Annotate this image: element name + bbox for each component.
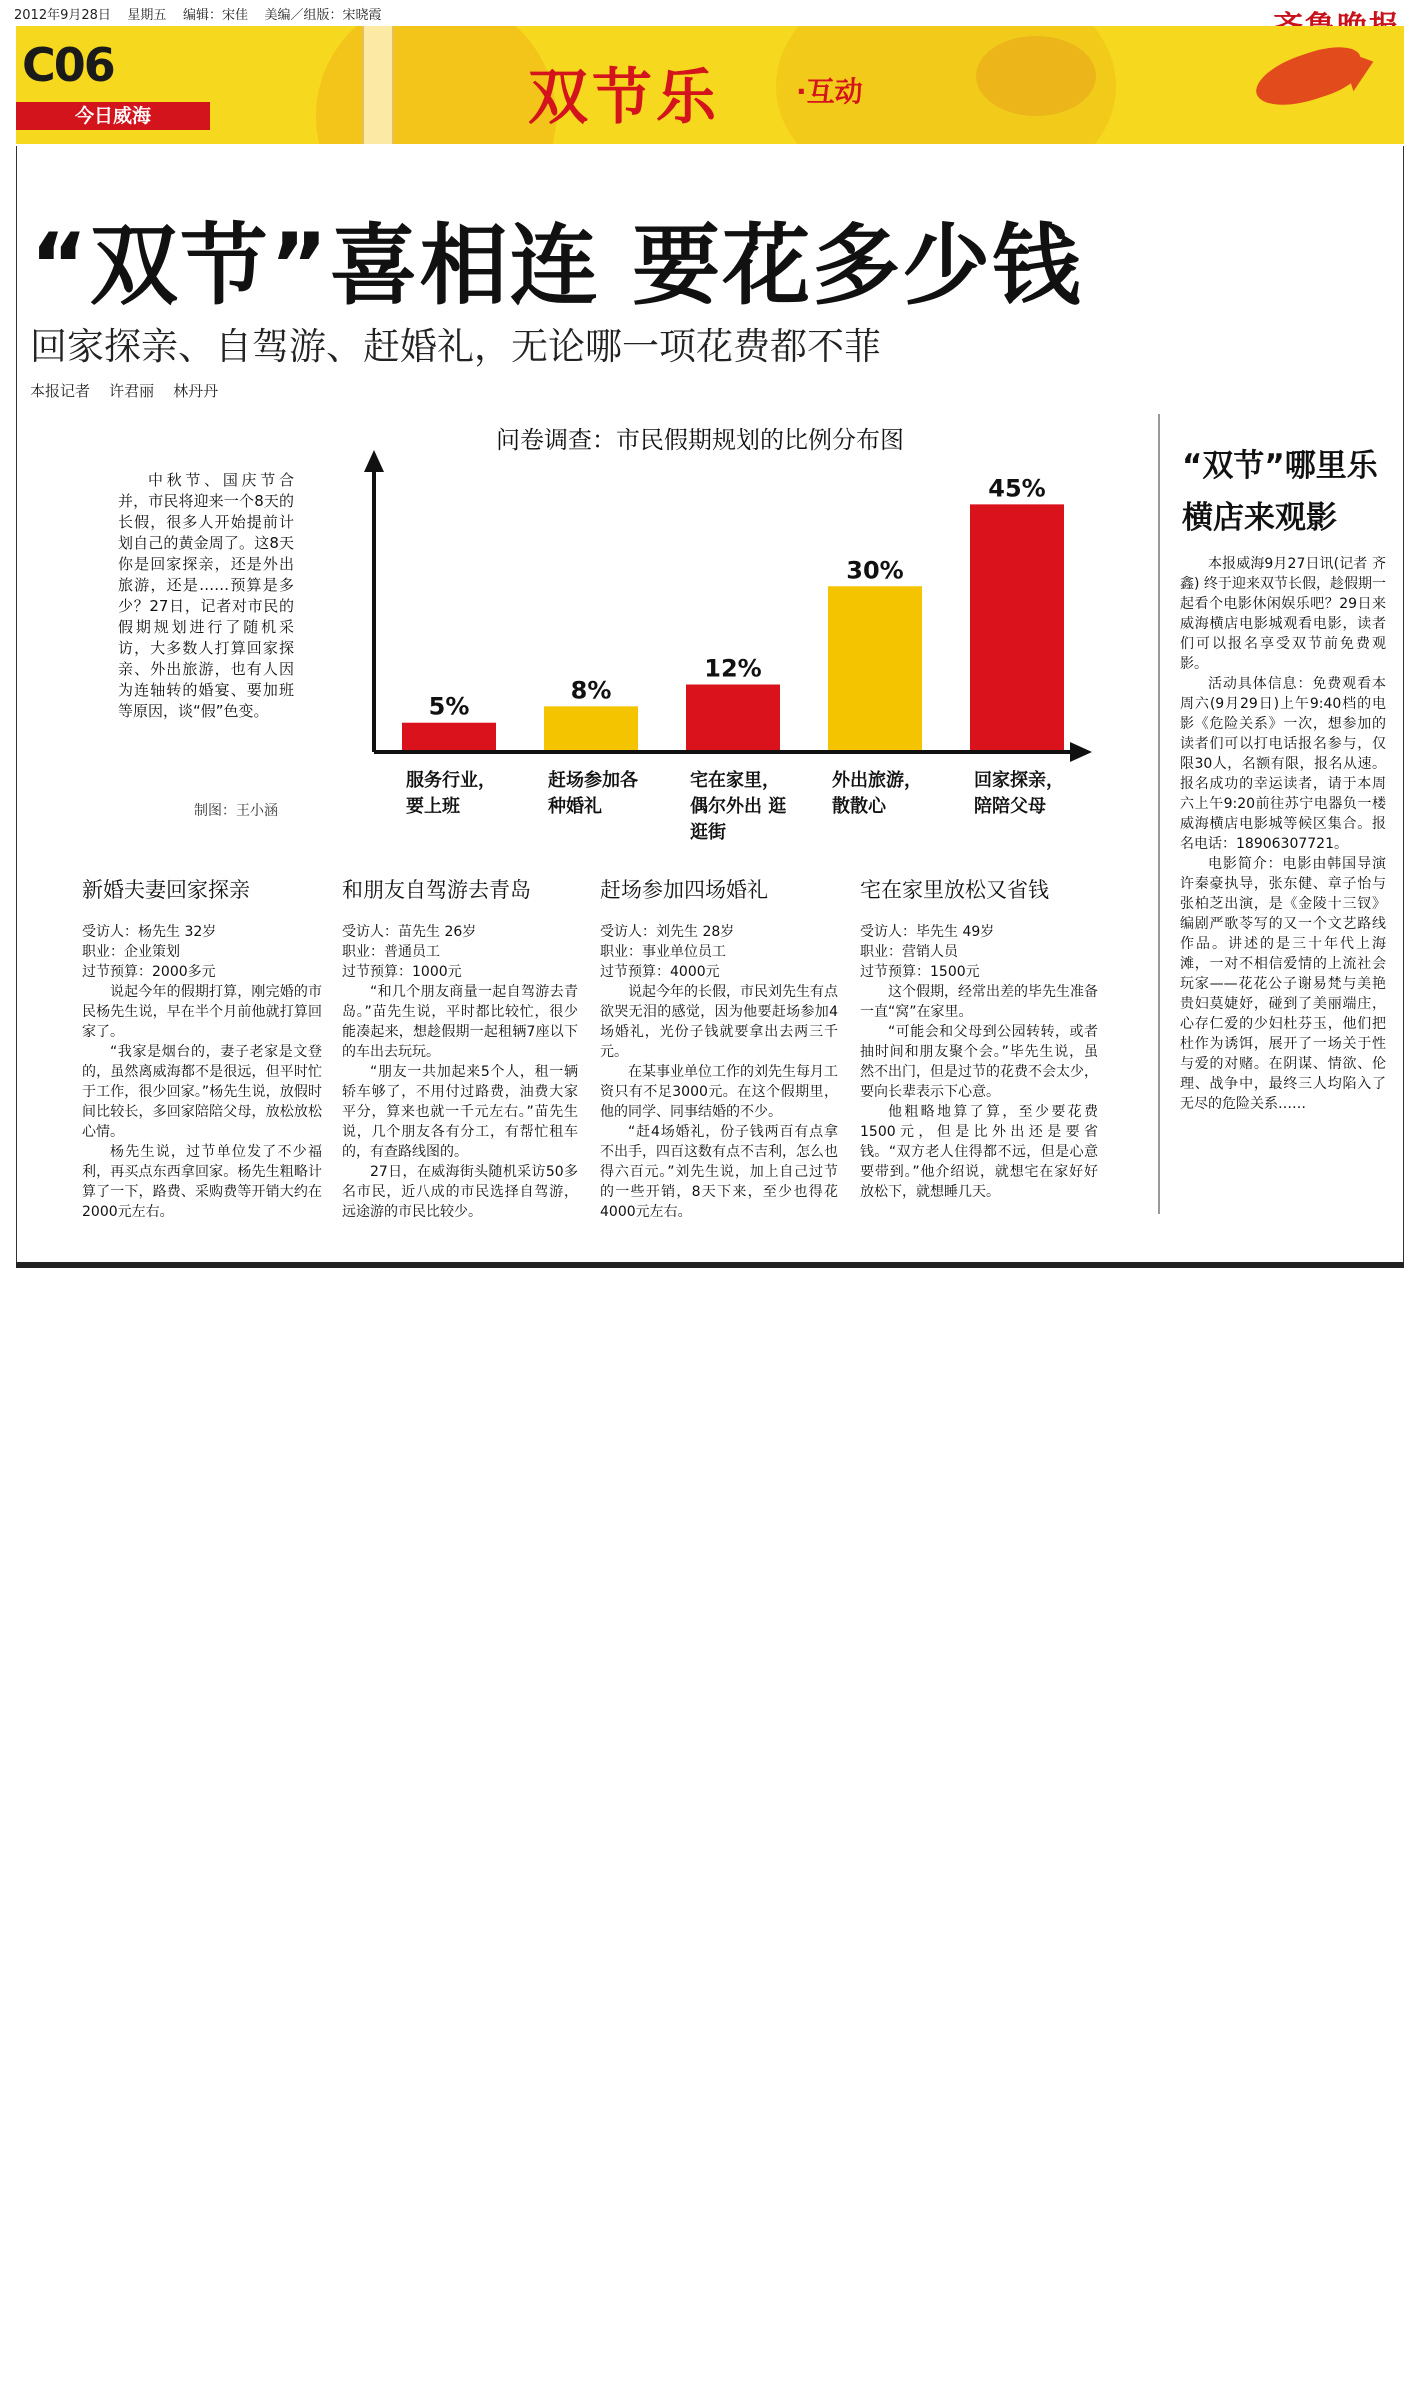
column-4	[860, 874, 1098, 1202]
column-body	[860, 982, 1098, 1202]
banner-flower-decoration-small	[976, 36, 1096, 116]
lead-paragraph: 中秋节、国庆节合并，市民将迎来一个8天的长假，很多人开始提前计划自己的黄金周了。这8天你是回家探亲，还是外出旅游，还是……预算是多少？27日，记者对市民的假期规划进行了随机采访，大多数人打算回家探亲、外出旅游，也有人因为连轴转的婚宴、要加班等原因，谈“假”色变。	[118, 471, 294, 720]
paragraph: “我家是烟台的，妻子老家是文登的，虽然离威海都不是很远，但平时忙于工作，很少回家。”杨先生说，放假时间比较长，多回家陪陪父母，放松放松心情。	[82, 1044, 322, 1140]
bar-value-label: 45%	[988, 474, 1046, 503]
category-label: 外出旅游，	[832, 770, 922, 791]
category-label: 陪陪父母	[974, 796, 1046, 817]
column-2	[342, 874, 578, 1222]
paragraph: 说起今年的长假，市民刘先生有点欲哭无泪的感觉，因为他要赶场参加4场婚礼，光份子钱就要拿出去两三千元。	[600, 984, 838, 1060]
occupation: 职业：普通员工	[342, 944, 440, 960]
section-tag: 今日威海	[16, 102, 210, 130]
budget: 过节预算：2000多元	[82, 964, 216, 980]
occupation: 职业：企业策划	[82, 944, 180, 960]
bar	[544, 706, 638, 750]
category-label: 赶场参加各	[548, 770, 638, 791]
category-label: 偶尔外出 逛	[690, 796, 787, 817]
column-title: 赶场参加四场婚礼	[600, 878, 768, 902]
paragraph: “朋友一共加起来5个人，租一辆轿车够了，不用付过路费，油费大家平分，算来也就一千元左右。”苗先生说，几个朋友各有分工，有帮忙租车的，有查路线图的。	[342, 1064, 578, 1160]
chart-credit: 制图：王小涵	[194, 803, 278, 819]
paragraph: 说起今年的假期打算，刚完婚的市民杨先生说，早在半个月前他就打算回家了。	[82, 984, 322, 1040]
section-banner	[16, 26, 1404, 144]
column-title: 宅在家里放松又省钱	[860, 878, 1049, 902]
headline: “双节”喜相连 要花多少钱	[30, 214, 1083, 317]
huabiao-pillar-icon	[362, 26, 394, 144]
sidebar-title-line-2: 横店来观影	[1182, 500, 1337, 536]
category-label: 种婚礼	[548, 796, 602, 817]
bar-chart	[340, 430, 1120, 850]
page-code: C06	[22, 38, 114, 92]
sidebar-title-line-1: “双节”哪里乐	[1182, 448, 1378, 484]
chart-title: 问卷调查：市民假期规划的比例分布图	[496, 426, 904, 454]
budget: 过节预算：1500元	[860, 964, 980, 980]
sidebar-divider	[1158, 414, 1160, 1214]
subheadline: 回家探亲、自驾游、赶婚礼，无论哪一项花费都不菲	[30, 325, 881, 368]
sidebar-paragraph: 电影简介：电影由韩国导演许秦豪执导，张东健、章子怡与张柏芝出演，是《金陵十三钗》编剧严歌苓写的又一个文艺路线作品。讲述的是三十年代上海滩，一对不相信爱情的上流社会玩家——花花公子谢易梵与美艳贵妇莫婕妤，碰到了美丽端庄，心存仁爱的少妇杜芬玉，他们把杜作为诱饵，展开了一场关于性与爱的对赌。在阴谋、情欲、伦理、战争中，最终三人均陷入了无尽的危险关系……	[1180, 856, 1386, 1112]
sidebar-title	[1182, 440, 1378, 544]
category-label: 宅在家里，	[690, 770, 780, 791]
category-label: 要上班	[406, 796, 460, 817]
interviewee: 受访人：苗先生 26岁	[342, 924, 477, 940]
category-label: 服务行业，	[406, 770, 496, 791]
sidebar-body	[1180, 554, 1386, 1114]
column-body	[342, 982, 578, 1222]
category-label: 回家探亲，	[974, 770, 1064, 791]
paragraph: “和几个朋友商量一起自驾游去青岛。”苗先生说，平时都比较忙，很少能凑起来，想趁假期一起租辆7座以下的车出去玩玩。	[342, 984, 578, 1060]
bar	[686, 685, 780, 751]
page-frame-bottom-rule	[16, 1262, 1404, 1268]
bar-value-label: 8%	[570, 676, 612, 705]
column-title: 新婚夫妻回家探亲	[82, 878, 250, 902]
bar-value-label: 5%	[428, 692, 470, 721]
budget: 过节预算：4000元	[600, 964, 720, 980]
y-axis-arrow-icon	[364, 450, 384, 472]
paragraph: 在某事业单位工作的刘先生每月工资只有不足3000元。在这个假期里，他的同学、同事结婚的不少。	[600, 1064, 838, 1120]
paragraph: 他粗略地算了算，至少要花费1500元，但是比外出还是要省钱。“双方老人住得都不远，但是心意要带到。”他介绍说，就想宅在家好好放松下，就想睡几天。	[860, 1104, 1098, 1200]
paragraph: “赶4场婚礼，份子钱两百有点拿不出手，四百这数有点不吉利，怎么也得六百元。”刘先生说，加上自己过节的一些开销，8天下来，至少也得花4000元左右。	[600, 1124, 838, 1220]
bar	[402, 723, 496, 750]
column-title: 和朋友自驾游去青岛	[342, 878, 531, 902]
column-3	[600, 874, 838, 1222]
sidebar-paragraph: 活动具体信息：免费观看本周六(9月29日)上午9:40档的电影《危险关系》一次，想参加的读者们可以打电话报名参与，仅限30人，名额有限，报名从速。报名成功的幸运读者，请于本周六上午9:20前往苏宁电器负一楼威海横店电影城等候区集合。报名电话：18906307721。	[1180, 676, 1386, 852]
bar	[828, 586, 922, 750]
banner-title: 双节乐	[528, 63, 720, 133]
interviewee: 受访人：刘先生 28岁	[600, 924, 735, 940]
koi-fish-icon	[1250, 38, 1369, 116]
bar	[970, 504, 1064, 750]
interviewee: 受访人：杨先生 32岁	[82, 924, 217, 940]
x-axis-arrow-icon	[1070, 742, 1092, 762]
category-label: 逛街	[690, 822, 726, 843]
category-label: 散散心	[832, 796, 886, 817]
column-body	[82, 982, 322, 1222]
issue-meta-line: 2012年9月28日 星期五 编辑：宋佳 美编／组版：宋晓霞	[14, 8, 382, 23]
banner-flower-decoration	[316, 26, 556, 144]
paragraph: 27日，在威海街头随机采访50多名市民，近八成的市民选择自驾游，远途游的市民比较少。	[342, 1164, 578, 1220]
occupation: 职业：营销人员	[860, 944, 958, 960]
bar-value-label: 30%	[846, 556, 904, 585]
bar-value-label: 12%	[704, 654, 762, 683]
budget: 过节预算：1000元	[342, 964, 462, 980]
column-1	[82, 874, 322, 1222]
paragraph: 杨先生说，过节单位发了不少福利，再买点东西拿回家。杨先生粗略计算了一下，路费、采购费等开销大约在2000元左右。	[82, 1144, 322, 1220]
occupation: 职业：事业单位员工	[600, 944, 726, 960]
column-body	[600, 982, 838, 1222]
banner-subtitle: ·互动	[796, 75, 863, 108]
byline: 本报记者 许君丽 林丹丹	[30, 382, 219, 400]
sidebar-paragraph: 本报威海9月27日讯(记者 齐鑫) 终于迎来双节长假，趁假期一起看个电影休闲娱乐吧？29日来威海横店电影城观看电影，读者们可以报名享受双节前免费观影。	[1180, 556, 1386, 672]
interviewee: 受访人：毕先生 49岁	[860, 924, 995, 940]
paragraph: “可能会和父母到公园转转，或者抽时间和朋友聚个会。”毕先生说，虽然不出门，但是过节的花费不会太少，要向长辈表示下心意。	[860, 1024, 1098, 1100]
paragraph: 这个假期，经常出差的毕先生准备一直“窝”在家里。	[860, 984, 1098, 1020]
